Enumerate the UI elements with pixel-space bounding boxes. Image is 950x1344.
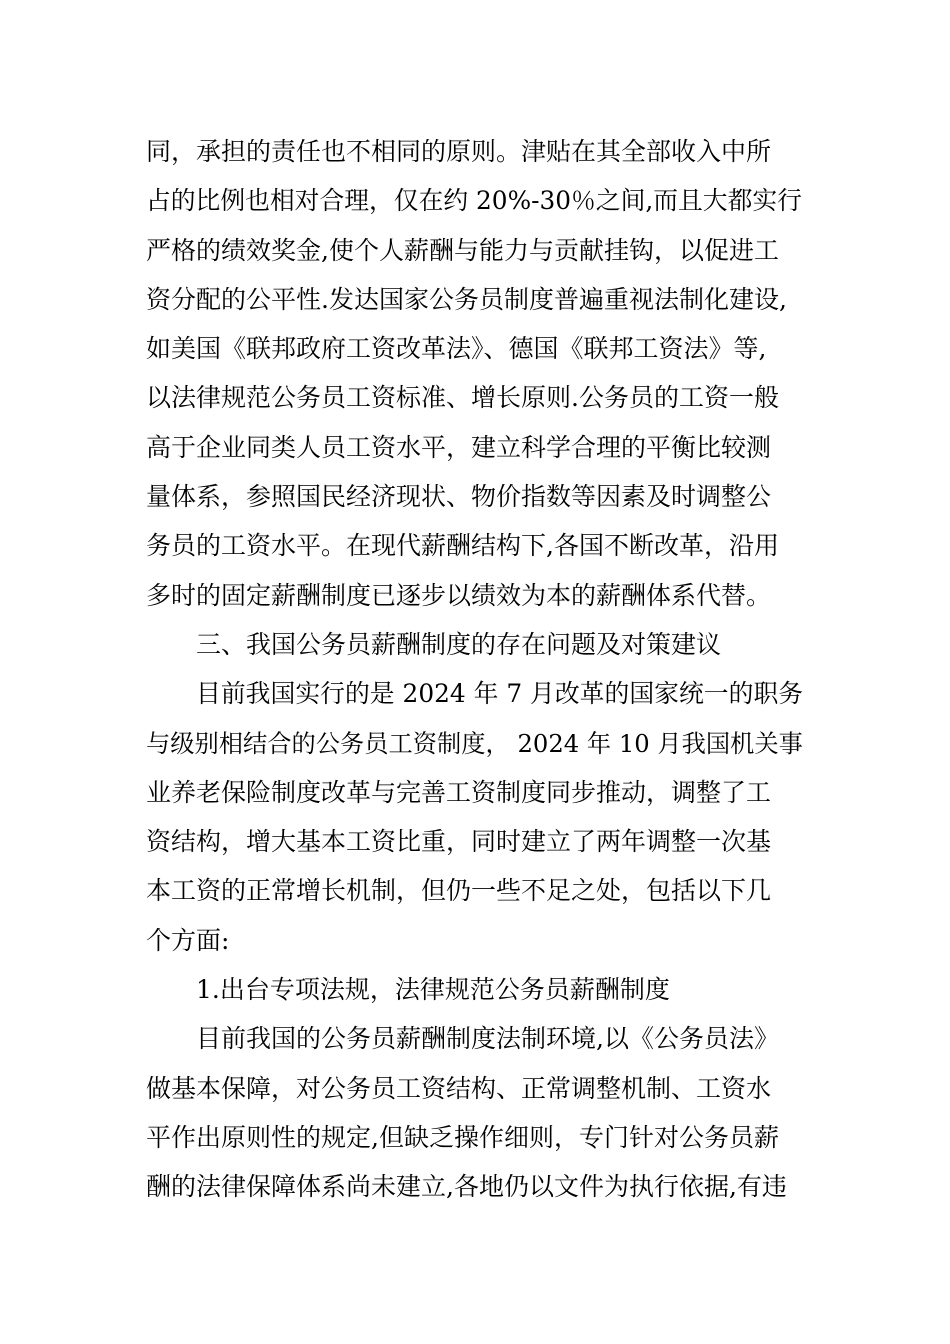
text-line: 量体系，参照国民经济现状、物价指数等因素及时调整公 xyxy=(146,482,772,512)
text-line: 与级别相结合的公务员工资制度， 2024 年 10 月我国机关事 xyxy=(146,728,803,758)
text-line: 资结构，增大基本工资比重，同时建立了两年调整一次基 xyxy=(146,827,772,857)
text-line: 平作出原则性的规定,但缺乏操作细则，专门针对公务员薪 xyxy=(146,1122,779,1152)
text-line: 做基本保障，对公务员工资结构、正常调整机制、工资水 xyxy=(146,1073,772,1103)
text-line: 本工资的正常增长机制，但仍一些不足之处，包括以下几 xyxy=(146,876,772,906)
text-line: 多时的固定薪酬制度已逐步以绩效为本的薪酬体系代替。 xyxy=(146,580,772,610)
text-line: 三、我国公务员薪酬制度的存在问题及对策建议 xyxy=(196,629,722,659)
text-line: 业养老保险制度改革与完善工资制度同步推动，调整了工 xyxy=(146,777,772,807)
text-line: 以法律规范公务员工资标准、增长原则.公务员的工资一般 xyxy=(146,383,779,413)
text-line: 酬的法律保障体系尚未建立,各地仍以文件为执行依据,有违 xyxy=(146,1172,787,1202)
text-line: 同，承担的责任也不相同的原则。津贴在其全部收入中所 xyxy=(146,137,772,166)
text-line: 资分配的公平性.发达国家公务员制度普遍重视法制化建设, xyxy=(146,284,787,314)
document-body xyxy=(146,127,806,1212)
text-line: 严格的绩效奖金,使个人薪酬与能力与贡献挂钩，以促进工 xyxy=(146,235,779,265)
text-line: 占的比例也相对合理，仅在约 20%-30％之间,而且大都实行 xyxy=(146,186,802,216)
text-line: 个方面: xyxy=(146,925,230,955)
text-line: 务员的工资水平。在现代薪酬结构下,各国不断改革，沿用 xyxy=(146,531,779,561)
text-line: 目前我国实行的是 2024 年 7 月改革的国家统一的职务 xyxy=(196,679,804,709)
text-line: 如美国《联邦政府工资改革法》、德国《联邦工资法》等, xyxy=(146,334,767,364)
text-line: 1.出台专项法规，法律规范公务员薪酬制度 xyxy=(196,975,670,1005)
text-line: 目前我国的公务员薪酬制度法制环境,以《公务员法》 xyxy=(196,1024,779,1054)
text-line: 高于企业同类人员工资水平，建立科学合理的平衡比较测 xyxy=(146,432,772,462)
